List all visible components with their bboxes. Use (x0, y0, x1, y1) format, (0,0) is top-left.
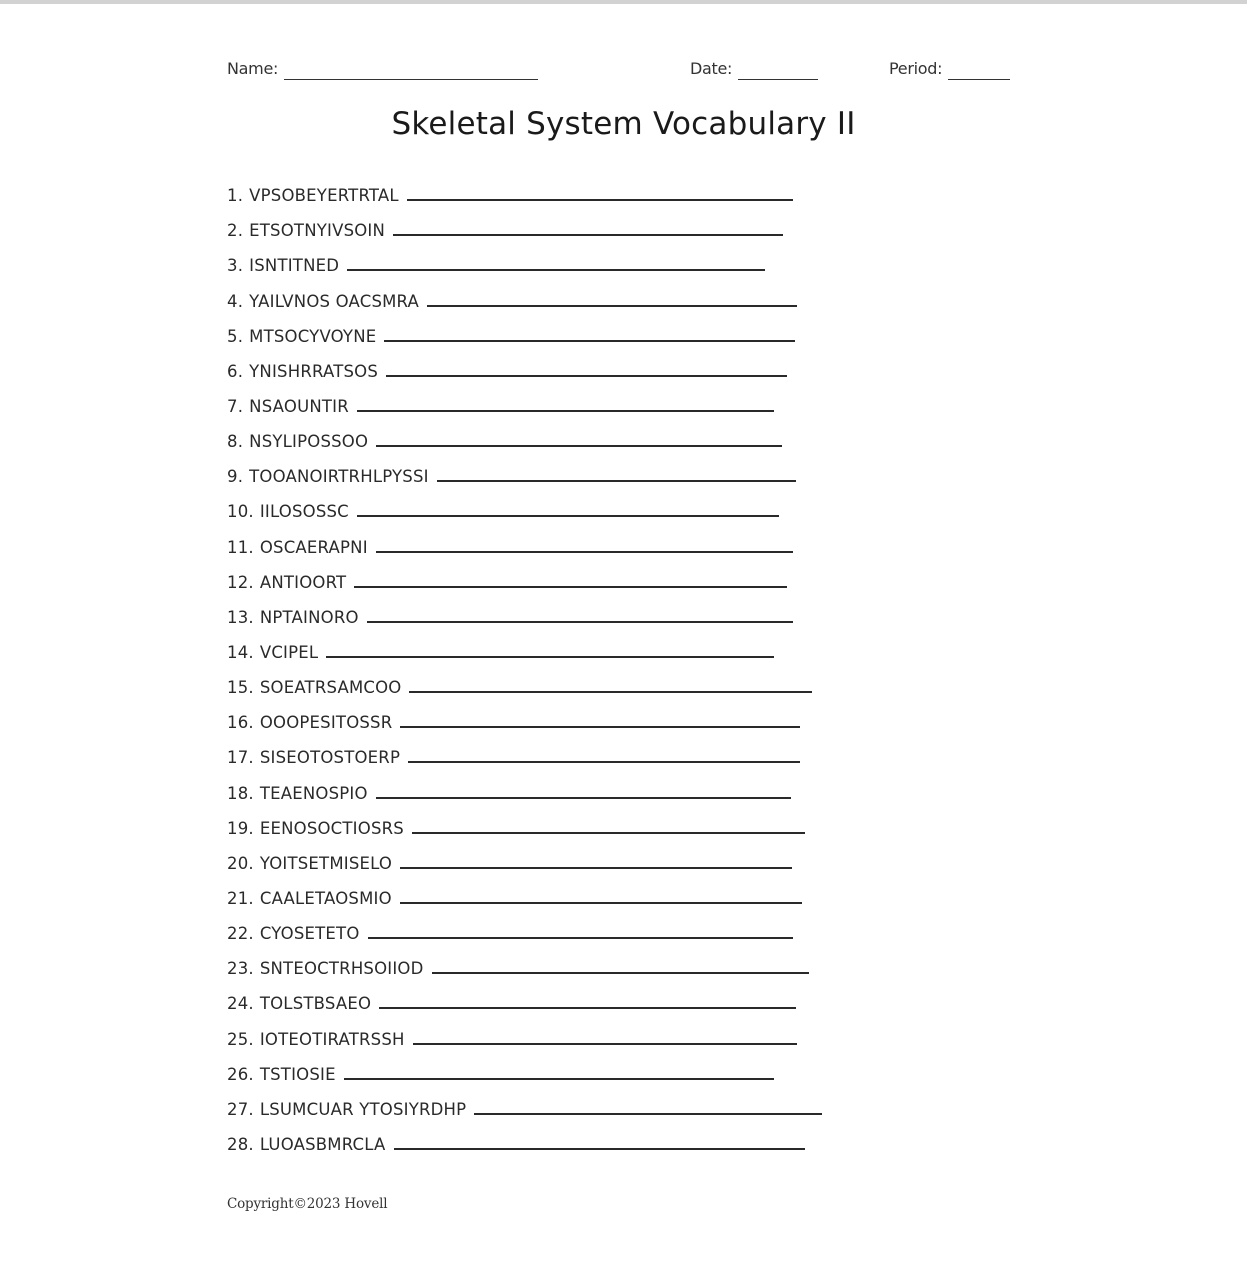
scrambled-word: SISEOTOSTOERP (259, 748, 401, 768)
answer-blank[interactable] (400, 726, 800, 728)
scrambled-word: LUOASBMRCLA (259, 1134, 386, 1154)
answer-blank[interactable] (427, 305, 797, 307)
item-number: 12. (227, 572, 254, 592)
scrambled-word: YNISHRRATSOS (249, 361, 379, 381)
answer-blank[interactable] (384, 340, 795, 342)
scrambled-word: YOITSETMISELO (259, 853, 393, 873)
answer-blank[interactable] (400, 902, 802, 904)
item-number: 3. (227, 256, 244, 276)
list-item (227, 592, 847, 627)
answer-blank[interactable] (376, 551, 793, 553)
item-number: 16. (227, 713, 254, 733)
item-number: 7. (227, 396, 244, 416)
date-field (690, 58, 818, 80)
scrambled-word: IOTEOTIRATRSSH (259, 1029, 405, 1049)
list-item (227, 1049, 847, 1084)
scrambled-word: VCIPEL (259, 642, 319, 662)
list-item (227, 1084, 847, 1119)
scrambled-word: CAALETAOSMIO (259, 888, 392, 908)
list-item (227, 697, 847, 732)
item-number: 28. (227, 1134, 254, 1154)
name-blank[interactable] (284, 61, 538, 80)
list-item (227, 170, 847, 205)
scrambled-word: TSTIOSIE (259, 1064, 336, 1084)
item-number: 23. (227, 959, 254, 979)
scrambled-word: SOEATRSAMCOO (259, 678, 402, 698)
scrambled-word: ANTIOORT (259, 572, 347, 592)
list-item (227, 381, 847, 416)
list-item (227, 662, 847, 697)
scrambled-word: ETSOTNYIVSOIN (249, 221, 386, 241)
page-title: Skeletal System Vocabulary II (391, 106, 856, 142)
answer-blank[interactable] (357, 410, 774, 412)
list-item (227, 978, 847, 1013)
answer-blank[interactable] (344, 1078, 774, 1080)
item-number: 15. (227, 678, 254, 698)
list-item (227, 416, 847, 451)
answer-blank[interactable] (379, 1007, 796, 1009)
list-item (227, 275, 847, 310)
scrambled-word: NPTAINORO (259, 607, 359, 627)
name-field (227, 58, 538, 80)
answer-blank[interactable] (394, 1148, 805, 1150)
copyright-notice: Copyright©2023 Hovell (227, 1196, 388, 1212)
scrambled-word: EENOSOCTIOSRS (259, 818, 404, 838)
scrambled-word: CYOSETETO (259, 924, 360, 944)
student-info-row (0, 58, 1247, 82)
period-field (889, 58, 1010, 80)
item-number: 4. (227, 291, 244, 311)
list-item (227, 873, 847, 908)
answer-blank[interactable] (367, 621, 793, 623)
list-item (227, 311, 847, 346)
list-item (227, 627, 847, 662)
list-item (227, 767, 847, 802)
item-number: 17. (227, 748, 254, 768)
list-item (227, 557, 847, 592)
answer-blank[interactable] (409, 691, 812, 693)
scrambled-word: VPSOBEYERTRTAL (249, 186, 399, 206)
answer-blank[interactable] (386, 375, 787, 377)
answer-blank[interactable] (412, 832, 805, 834)
list-item (227, 943, 847, 978)
item-number: 26. (227, 1064, 254, 1084)
word-scramble-list (227, 170, 847, 1154)
scrambled-word: ISNTITNED (249, 256, 340, 276)
scrambled-word: MTSOCYVOYNE (249, 326, 377, 346)
scrambled-word: NSYLIPOSSOO (249, 432, 369, 452)
scrambled-word: OSCAERAPNI (259, 537, 368, 557)
item-number: 25. (227, 1029, 254, 1049)
answer-blank[interactable] (357, 515, 779, 517)
name-label: Name: (227, 59, 279, 78)
item-number: 13. (227, 607, 254, 627)
list-item (227, 205, 847, 240)
scrambled-word: IILOSOSSC (259, 502, 349, 522)
list-item (227, 732, 847, 767)
item-number: 14. (227, 642, 254, 662)
scrambled-word: TOOANOIRTRHLPYSSI (249, 467, 429, 487)
answer-blank[interactable] (393, 234, 783, 236)
answer-blank[interactable] (354, 586, 787, 588)
list-item (227, 486, 847, 521)
item-number: 21. (227, 888, 254, 908)
item-number: 6. (227, 361, 244, 381)
answer-blank[interactable] (368, 937, 793, 939)
scrambled-word: SNTEOCTRHSOIIOD (259, 959, 424, 979)
item-number: 18. (227, 783, 254, 803)
answer-blank[interactable] (474, 1113, 822, 1115)
list-item (227, 1013, 847, 1048)
answer-blank[interactable] (326, 656, 774, 658)
item-number: 11. (227, 537, 254, 557)
list-item (227, 803, 847, 838)
list-item (227, 346, 847, 381)
answer-blank[interactable] (407, 199, 793, 201)
item-number: 22. (227, 924, 254, 944)
scrambled-word: TOLSTBSAEO (259, 994, 372, 1014)
answer-blank[interactable] (400, 867, 792, 869)
item-number: 10. (227, 502, 254, 522)
item-number: 9. (227, 467, 244, 487)
item-number: 19. (227, 818, 254, 838)
answer-blank[interactable] (376, 445, 782, 447)
date-blank[interactable] (738, 61, 818, 80)
period-label: Period: (889, 59, 943, 78)
answer-blank[interactable] (408, 761, 800, 763)
answer-blank[interactable] (432, 972, 809, 974)
answer-blank[interactable] (347, 269, 765, 271)
scrambled-word: TEAENOSPIO (259, 783, 368, 803)
scrambled-word: LSUMCUAR YTOSIYRDHP (259, 1099, 467, 1119)
period-blank[interactable] (948, 61, 1010, 80)
item-number: 27. (227, 1099, 254, 1119)
answer-blank[interactable] (376, 797, 791, 799)
item-number: 24. (227, 994, 254, 1014)
item-number: 8. (227, 432, 244, 452)
list-item (227, 451, 847, 486)
item-number: 1. (227, 186, 244, 206)
list-item (227, 521, 847, 556)
list-item (227, 1119, 847, 1154)
answer-blank[interactable] (413, 1043, 797, 1045)
scrambled-word: NSAOUNTIR (249, 396, 349, 416)
answer-blank[interactable] (437, 480, 796, 482)
list-item (227, 838, 847, 873)
item-number: 2. (227, 221, 244, 241)
list-item (227, 240, 847, 275)
item-number: 5. (227, 326, 244, 346)
item-number: 20. (227, 853, 254, 873)
scrambled-word: YAILVNOS OACSMRA (249, 291, 420, 311)
scrambled-word: OOOPESITOSSR (259, 713, 393, 733)
list-item (227, 908, 847, 943)
date-label: Date: (690, 59, 733, 78)
